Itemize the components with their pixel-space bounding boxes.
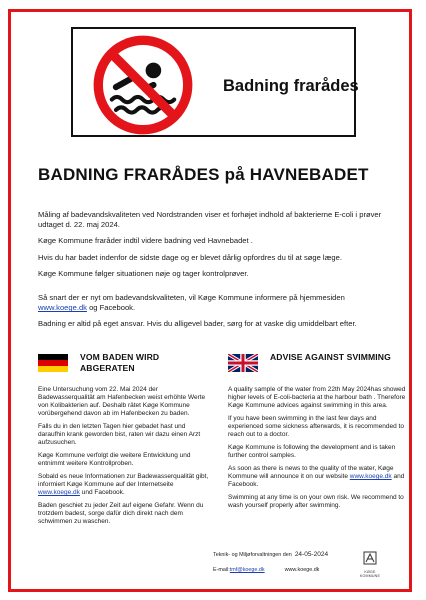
german-info-text: Sobald es neue Informationen zur Badewasserqualität gibt, informiert Køge Kommune auf der Internetseite www.koege.dk und Facebook. xyxy=(38,473,209,496)
german-header xyxy=(38,352,210,382)
danish-info-text: Så snart der er nyt om badevandskvaliteten, vil Køge Kommune informere på hjemmesiden www.koege.dk og Facebook. xyxy=(38,293,345,313)
union-jack-flag-icon xyxy=(228,354,258,372)
english-doctor-text: If you have been swimming in the last few days and experienced some sickness afterwards, it is recommended to reach out to a doctor. xyxy=(228,415,404,438)
german-measurement-text: Eine Untersuchung vom 22. Mai 2024 der Badewasserqualität am Hafenbecken weist erhöhte Werte von Kolibakterien auf. Deshalb rätet Køge Kommune vorübergehend davon ab im Hafenbecken zu baden. xyxy=(38,386,206,417)
danish-doctor-text: Hvis du har badet indenfor de sidste dage og er blevet dårlig opfordres du til at søge læge. xyxy=(38,252,342,262)
english-monitoring-text: Køge Kommune is following the development and is taken further control samples. xyxy=(228,444,396,459)
english-header xyxy=(228,352,408,382)
danish-website-link[interactable]: www.koege.dk xyxy=(38,303,87,313)
german-monitoring-text: Køge Kommune verfolgt die weitere Entwicklung und entnimmt weitere Kontrollproben. xyxy=(38,452,191,467)
no-swimming-sign xyxy=(71,27,359,137)
logo-text: KØGE KOMMUNE xyxy=(359,570,381,578)
danish-measurement-text: Måling af badevandskvaliteten ved Nordstranden viser et forhøjet indhold af bakterierne E-coli i prøver udtaget d. 22. maj 2024. xyxy=(38,210,382,230)
footer-date: 24-05-2024 xyxy=(294,551,329,558)
koege-kommune-logo-icon xyxy=(363,551,377,565)
english-title: ADVISE AGAINST SVIMMING xyxy=(270,352,391,362)
english-section xyxy=(228,352,408,515)
danish-monitoring-text: Køge Kommune følger situationen nøje og tager kontrolprøver. xyxy=(38,268,249,278)
german-doctor-text: Falls du in den letzten Tagen hier gebadet hast und daraufhin krank geworden bist, raten wir dazu einen Arzt aufzusuchen. xyxy=(38,423,201,446)
english-measurement-text: A quality sample of the water from 22th May 2024has showed higher levels of E-coli-bacteria at the harbour bath . Therefore Køge Kommune advices against swimming in this area. xyxy=(228,386,406,409)
footer-department: Teknik- og Miljøforvaltningen den xyxy=(213,552,292,558)
headline: BADNING FRARÅDES på HAVNEBADET xyxy=(38,165,369,184)
german-section xyxy=(38,352,210,531)
english-responsibility-text: Swimming at any time is on your own risk. We recommend to wash yourself properly after swimming. xyxy=(228,494,404,509)
footer-website: www.koege.dk xyxy=(284,567,320,573)
footer-email-label: E-mail: xyxy=(213,567,230,573)
danish-responsibility-text: Badning er altid på eget ansvar. Hvis du alligevel bader, sørg for at vaske dig umiddelbart efter. xyxy=(38,319,357,329)
footer-email-link[interactable]: tmf@koege.dk xyxy=(229,567,265,573)
danish-advice-text: Køge Kommune fraråder indtil videre badning ved Havnebadet . xyxy=(38,236,253,246)
german-website-link[interactable]: www.koege.dk xyxy=(38,489,80,496)
koege-kommune-logo xyxy=(359,551,381,578)
no-swimming-icon xyxy=(91,33,195,137)
english-info-text: As soon as there is news to the quality of the water, Køge Kommune will announce it on our website www.koege.dk and Facebook. xyxy=(228,465,405,488)
danish-notice xyxy=(38,210,393,336)
english-website-link[interactable]: www.koege.dk xyxy=(349,473,392,480)
german-title: VOM BADEN WIRD ABGERATEN xyxy=(80,352,160,373)
sign-label: Badning frarådes xyxy=(223,77,359,95)
german-flag-icon xyxy=(38,354,68,372)
german-responsibility-text: Baden geschiet zu jeder Zeit auf eigene Gefahr. Wenn du trotzdem badest, sorge dafür dich direkt nach dem schwimmen zu waschen. xyxy=(38,502,204,525)
